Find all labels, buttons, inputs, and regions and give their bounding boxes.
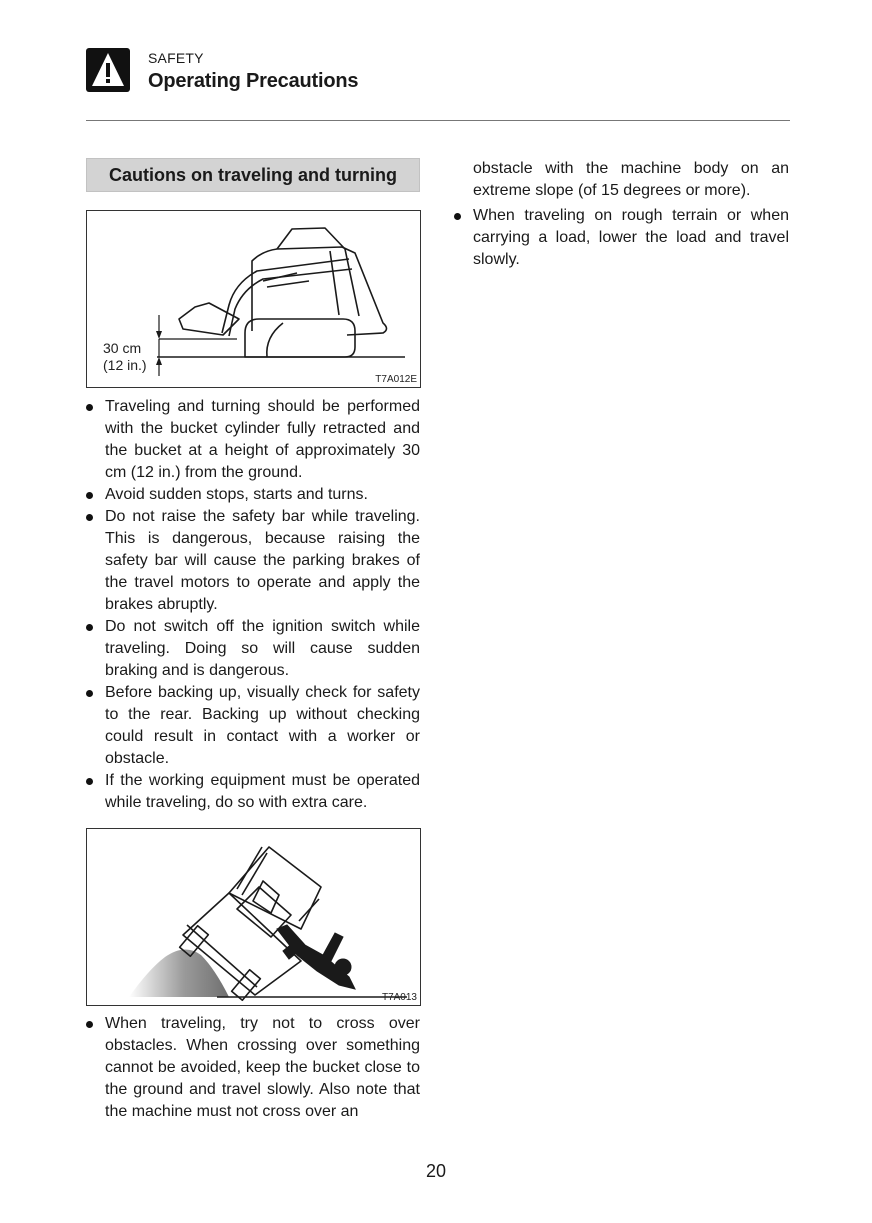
list-item: If the working equipment must be operated while traveling, do so with extra care.: [86, 770, 420, 814]
figure-tipping-hazard: [86, 828, 421, 1006]
list-item: When traveling on rough terrain or when carrying a load, lower the load and travel slowly.: [454, 205, 789, 271]
warning-icon: [86, 48, 130, 92]
list-item: Traveling and turning should be performed with the bucket cylinder fully retracted and the bucket at a height of approximately 30 cm (12 in.) from the ground.: [86, 396, 420, 484]
list-item: When traveling, try not to cross over obstacles. When crossing over something cannot be avoided, keep the bucket close to the ground and travel slowly. Also note that the machine must not cross over an: [86, 1013, 420, 1123]
figure-bucket-height: [86, 210, 421, 388]
tipping-machine-illustration: [87, 829, 420, 1005]
subheading: Cautions on traveling and turning: [86, 158, 420, 192]
list-item: Before backing up, visually check for safety to the rear. Backing up without checking could result in contact with a worker or obstacle.: [86, 682, 420, 770]
page-title: Operating Precautions: [148, 70, 359, 92]
continued-text: obstacle with the machine body on an extreme slope (of 15 degrees or more).: [473, 160, 789, 199]
section-label: SAFETY: [148, 50, 204, 66]
bullet-list-travel-cautions: [86, 396, 420, 814]
bullet-list-obstacles: [86, 1013, 420, 1123]
list-item: Avoid sudden stops, starts and turns.: [86, 484, 420, 506]
figure-code: T7A013: [381, 992, 417, 1003]
list-item: Do not switch off the ignition switch while traveling. Doing so will cause sudden braking and is dangerous.: [86, 616, 420, 682]
dimension-imperial: (12 in.): [103, 357, 147, 373]
page-number: 20: [425, 1161, 447, 1181]
dimension-metric: 30 cm: [103, 340, 142, 356]
page-header: [86, 46, 790, 121]
bullet-list-rough-terrain: [454, 205, 789, 271]
figure-code: T7A012E: [375, 374, 417, 385]
list-item: Do not raise the safety bar while traveling. This is dangerous, because raising the safety bar will cause the parking brakes of the travel motors to operate and apply the brakes abruptly.: [86, 506, 420, 616]
